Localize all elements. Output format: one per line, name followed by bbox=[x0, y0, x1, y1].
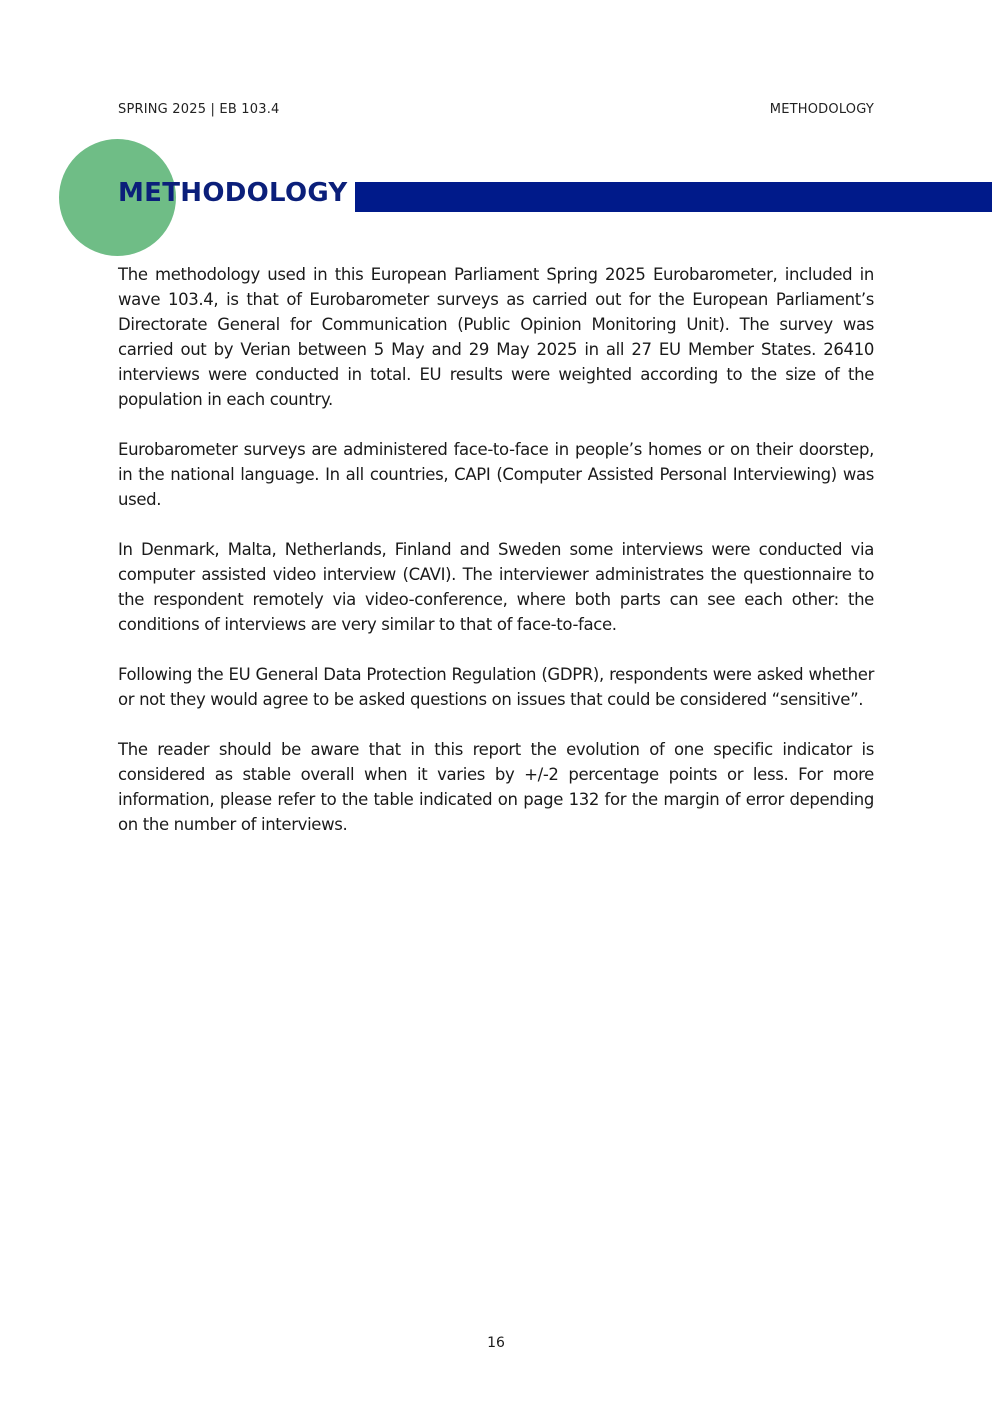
paragraph-cavi: In Denmark, Malta, Netherlands, Finland and Sweden some interviews were conducted via computer assisted video interview (CAVI). The interviewer administrates the questionnaire to the respondent remotely via video-conference, where both parts can see each other: the conditions of interviews are very similar to that of face-to-face. bbox=[118, 540, 874, 634]
paragraph-stability: The reader should be aware that in this report the evolution of one specific indicator is considered as stable overall when it varies by +/-2 percentage points or less. For more information, please refer to the table indicated on page 132 for the margin of error depending on the number of interviews. bbox=[118, 740, 874, 834]
paragraph-capi: Eurobarometer surveys are administered face-to-face in people’s homes or on their doorstep, in the national language. In all countries, CAPI (Computer Assisted Personal Interviewing) was used. bbox=[118, 440, 874, 509]
paragraph-gdpr: Following the EU General Data Protection Regulation (GDPR), respondents were asked whether or not they would agree to be asked questions on issues that could be considered “sensitive”. bbox=[118, 665, 874, 709]
running-header-left: SPRING 2025 | EB 103.4 bbox=[118, 102, 280, 117]
body-text bbox=[118, 262, 874, 862]
running-header-right: METHODOLOGY bbox=[769, 102, 874, 117]
section-title: METHODOLOGY bbox=[118, 178, 348, 208]
paragraph-methodology: The methodology used in this European Parliament Spring 2025 Eurobarometer, included in wave 103.4, is that of Eurobarometer surveys as carried out for the European Parliament’s Directorate General for Communication (Public Opinion Monitoring Unit). The survey was carried out by Verian between 5 May and 29 May 2025 in all 27 EU Member States. 26410 interviews were conducted in total. EU results were weighted according to the size of the population in each country. bbox=[118, 265, 874, 409]
title-bar bbox=[355, 182, 992, 212]
page-number: 16 bbox=[487, 1335, 505, 1351]
